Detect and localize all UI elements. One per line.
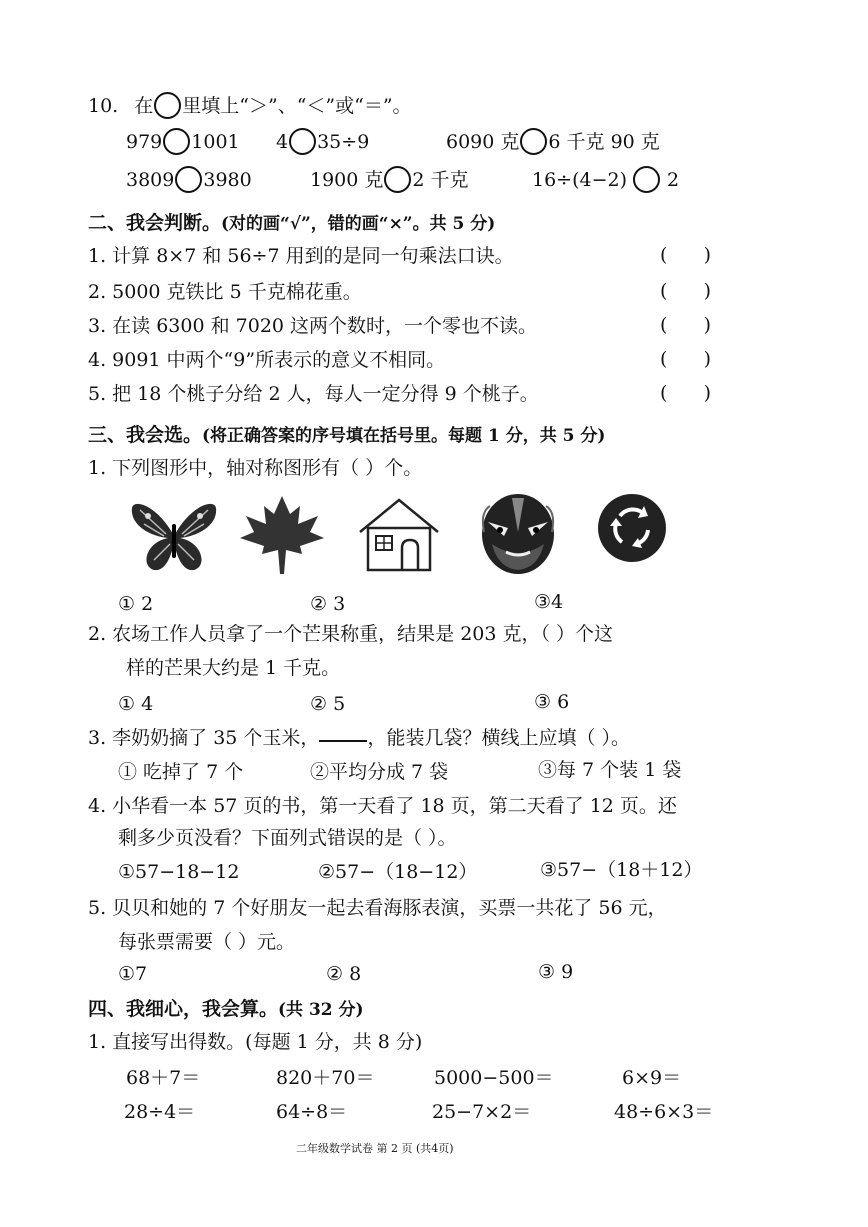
compare-circle[interactable] bbox=[520, 128, 547, 155]
option-3[interactable]: ③57−（18＋12） bbox=[540, 859, 703, 881]
item-right: 1001 bbox=[191, 131, 240, 153]
fill-blank-line[interactable] bbox=[319, 740, 367, 742]
compare-circle[interactable] bbox=[633, 166, 660, 193]
item-left: 6090 克 bbox=[446, 131, 520, 153]
item-right: 2 千克 bbox=[412, 169, 469, 191]
item-right: 6 千克 90 克 bbox=[548, 131, 660, 153]
choice-q4-line1: 4. 小华看一本 57 页的书，第一天看了 18 页，第二天看了 12 页。还 bbox=[88, 795, 677, 817]
section-4-heading bbox=[88, 994, 364, 1021]
answer-paren-3[interactable]: ( ) bbox=[660, 314, 712, 336]
option-3[interactable]: ③4 bbox=[534, 591, 564, 613]
section-title: 三、我会选。 bbox=[88, 424, 203, 446]
judge-item-2: 2. 5000 克铁比 5 千克棉花重。 bbox=[88, 281, 362, 303]
answer-paren-4[interactable]: ( ) bbox=[660, 348, 712, 370]
q3-post: ，能装几袋？横线上应填（ ）。 bbox=[367, 727, 630, 749]
judge-item-4: 4. 9091 中两个“9”所表示的意义不相同。 bbox=[88, 349, 446, 371]
calc-item: 25−7×2＝ bbox=[432, 1101, 532, 1123]
option-2[interactable]: ② 3 bbox=[310, 593, 346, 615]
q10-title bbox=[88, 92, 412, 119]
choice-q2-line2: 样的芒果大约是 1 千克。 bbox=[126, 657, 341, 679]
option-1[interactable]: ① 2 bbox=[118, 593, 154, 615]
answer-paren-1[interactable]: ( ) bbox=[660, 244, 712, 266]
choice-q5-line2: 每张票需要（ ）元。 bbox=[118, 931, 296, 953]
calc-item: 64÷8＝ bbox=[276, 1101, 348, 1123]
judge-item-1: 1. 计算 8×7 和 56÷7 用到的是同一句乘法口诀。 bbox=[88, 245, 514, 267]
compare-circle[interactable] bbox=[289, 128, 316, 155]
answer-paren-2[interactable]: ( ) bbox=[660, 280, 712, 302]
item-left: 16÷(4−2) bbox=[532, 169, 628, 191]
choice-q4-line2: 剩多少页没看？下面列式错误的是（ ）。 bbox=[118, 827, 457, 849]
answer-paren-5[interactable]: ( ) bbox=[660, 382, 712, 404]
section-title: 四、我细心，我会算。 bbox=[88, 998, 279, 1020]
page-footer: 二年级数学试卷 第 2 页 (共4页) bbox=[296, 1142, 454, 1155]
q3-pre: 3. 李奶奶摘了 35 个玉米， bbox=[88, 727, 320, 749]
calc-item: 68＋7＝ bbox=[126, 1067, 201, 1089]
compare-circle[interactable] bbox=[163, 128, 190, 155]
judge-item-5: 5. 把 18 个桃子分给 2 人，每人一定分得 9 个桃子。 bbox=[88, 383, 539, 405]
option-3[interactable]: ③每 7 个装 1 袋 bbox=[538, 759, 682, 781]
calc-sub-heading: 1. 直接写出得数。(每题 1 分，共 8 分) bbox=[88, 1031, 423, 1053]
section-2-heading bbox=[88, 208, 495, 235]
q10-item-1 bbox=[126, 128, 240, 155]
section-note: (共 32 分) bbox=[278, 1000, 364, 1020]
option-1[interactable]: ① 吃掉了 7 个 bbox=[118, 761, 244, 783]
option-1[interactable]: ① 4 bbox=[118, 693, 154, 715]
q10-title-pre: 在 bbox=[134, 95, 154, 117]
option-2[interactable]: ②57−（18−12） bbox=[318, 861, 478, 883]
item-right: 2 bbox=[667, 169, 680, 191]
choice-q3-line bbox=[88, 726, 630, 750]
q10-number: 10. bbox=[88, 95, 119, 117]
calc-item: 820＋70＝ bbox=[276, 1067, 375, 1089]
option-2[interactable]: ② 8 bbox=[326, 963, 362, 985]
item-right: 35÷9 bbox=[317, 131, 370, 153]
compare-circle[interactable] bbox=[384, 166, 411, 193]
option-2[interactable]: ② 5 bbox=[310, 693, 346, 715]
maple-leaf-icon bbox=[238, 492, 326, 576]
option-1[interactable]: ①7 bbox=[118, 963, 148, 985]
calc-item: 28÷4＝ bbox=[124, 1101, 196, 1123]
opera-mask-icon bbox=[478, 492, 558, 576]
section-note: (对的画“√”，错的画“×”。共 5 分) bbox=[221, 214, 496, 234]
item-right: 3980 bbox=[203, 169, 252, 191]
choice-q2-line1: 2. 农场工作人员拿了一个芒果称重，结果是 203 克，（ ）个这 bbox=[88, 623, 614, 645]
calc-item: 6×9＝ bbox=[622, 1067, 682, 1089]
option-1[interactable]: ①57−18−12 bbox=[118, 861, 240, 883]
q10-item-6 bbox=[532, 166, 679, 193]
q10-item-5 bbox=[310, 166, 469, 193]
compare-circle[interactable] bbox=[175, 166, 202, 193]
butterfly-icon bbox=[128, 496, 220, 576]
judge-item-3: 3. 在读 6300 和 7020 这两个数时，一个零也不读。 bbox=[88, 315, 538, 337]
option-3[interactable]: ③ 6 bbox=[534, 691, 570, 713]
section-title: 二、我会判断。 bbox=[88, 212, 222, 234]
q10-item-4 bbox=[126, 166, 252, 193]
house-icon bbox=[356, 496, 442, 574]
item-left: 4 bbox=[276, 131, 289, 153]
section-note: (将正确答案的序号填在括号里。每题 1 分，共 5 分) bbox=[202, 426, 606, 446]
q10-item-2 bbox=[276, 128, 369, 155]
choice-q1-text: 1. 下列图形中，轴对称图形有（ ）个。 bbox=[88, 457, 423, 479]
option-3[interactable]: ③ 9 bbox=[538, 961, 574, 983]
q10-item-3 bbox=[446, 128, 660, 155]
section-3-heading bbox=[88, 420, 605, 447]
option-2[interactable]: ②平均分成 7 袋 bbox=[310, 761, 449, 783]
choice-q5-line1: 5. 贝贝和她的 7 个好朋友一起去看海豚表演，买票一共花了 56 元， bbox=[88, 897, 667, 919]
q10-title-post: 里填上“＞”、“＜”或“＝”。 bbox=[182, 95, 412, 117]
recycle-arrows-icon bbox=[596, 492, 668, 564]
calc-item: 5000−500＝ bbox=[434, 1067, 554, 1089]
calc-item: 48÷6×3＝ bbox=[614, 1101, 714, 1123]
compare-circle[interactable] bbox=[154, 92, 181, 119]
item-left: 1900 克 bbox=[310, 169, 384, 191]
item-left: 979 bbox=[126, 131, 163, 153]
item-left: 3809 bbox=[126, 169, 175, 191]
